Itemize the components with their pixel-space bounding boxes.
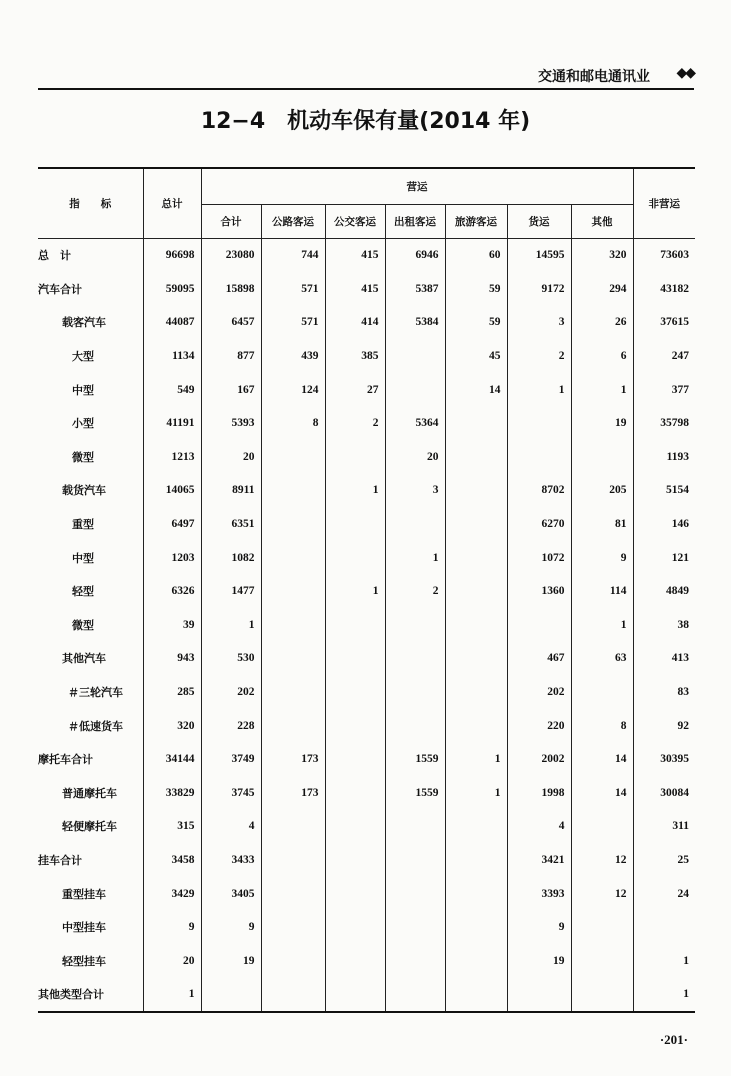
cell-value: 1998 [507, 776, 571, 810]
table-row [38, 238, 695, 272]
cell-value: 30084 [660, 786, 690, 799]
cell-value [325, 843, 385, 877]
cell-value: 73603 [660, 249, 690, 262]
cell-value: 59095 [143, 272, 201, 306]
table-row [38, 642, 695, 676]
cell-value: 228 [201, 709, 261, 743]
table-row [38, 910, 695, 944]
cell-value [325, 877, 385, 911]
cell-value: 5154 [666, 484, 690, 497]
cell-value [261, 810, 325, 844]
cell-value: 202 [507, 675, 571, 709]
cell-value: 2002 [507, 742, 571, 776]
cell-value: 9 [201, 910, 261, 944]
table-row [38, 339, 695, 373]
cell-value: 415 [325, 272, 385, 306]
cell-value: 14595 [507, 238, 571, 272]
cell-value: 3405 [201, 877, 261, 911]
cell-value: 8 [261, 406, 325, 440]
cell-value [261, 642, 325, 676]
cell-value: 167 [201, 373, 261, 407]
cell-value: 385 [325, 339, 385, 373]
cell-value [445, 944, 507, 978]
table-row [38, 373, 695, 407]
cell-value: 146 [671, 518, 690, 531]
cell-value [261, 910, 325, 944]
cell-value [261, 440, 325, 474]
table-row [38, 406, 695, 440]
cell-value: 1 [507, 373, 571, 407]
cell-value: 14 [571, 776, 633, 810]
table-row [38, 978, 695, 1013]
cell-value [445, 810, 507, 844]
cell-value: 92 [677, 719, 690, 732]
cell-value: 173 [261, 776, 325, 810]
row-label: 载客汽车 [38, 306, 143, 340]
cell-value: 6 [571, 339, 633, 373]
cell-value: 1 [143, 978, 201, 1013]
cell-value: 19 [507, 944, 571, 978]
row-label: 总 计 [38, 238, 143, 272]
cell-value: 41191 [143, 406, 201, 440]
cell-value: 26 [571, 306, 633, 340]
table-row [38, 810, 695, 844]
cell-value [571, 910, 633, 944]
cell-value [385, 944, 445, 978]
running-head-text: 交通和邮电通讯业 [538, 69, 650, 85]
cell-value: 39 [143, 608, 201, 642]
cell-value: 3749 [201, 742, 261, 776]
cell-value: 43182 [660, 282, 690, 295]
row-label: 重型 [38, 507, 143, 541]
row-label: 轻型 [38, 574, 143, 608]
cell-value: 6270 [507, 507, 571, 541]
cell-value [325, 541, 385, 575]
cell-value [261, 978, 325, 1013]
cell-value: 4 [201, 810, 261, 844]
row-label: 轻便摩托车 [38, 810, 143, 844]
cell-value: 205 [571, 474, 633, 508]
cell-value: 9 [143, 910, 201, 944]
running-head [38, 66, 694, 90]
cell-value: 311 [672, 820, 690, 833]
cell-value: 2 [385, 574, 445, 608]
cell-value [325, 440, 385, 474]
cell-value: 9 [571, 541, 633, 575]
cell-value: 25 [677, 853, 690, 866]
cell-value [325, 810, 385, 844]
cell-value [445, 709, 507, 743]
cell-value: 1 [571, 608, 633, 642]
cell-value: 33829 [143, 776, 201, 810]
cell-value [445, 507, 507, 541]
vehicle-ownership-table [38, 167, 695, 1013]
cell-value [385, 910, 445, 944]
header-tourism: 旅游客运 [445, 204, 507, 238]
cell-value [261, 843, 325, 877]
cell-value [261, 608, 325, 642]
cell-value: 59 [445, 272, 507, 306]
cell-value [385, 877, 445, 911]
cell-value: 1134 [143, 339, 201, 373]
cell-value: 2 [325, 406, 385, 440]
row-label: 挂车合计 [38, 843, 143, 877]
cell-value: 1203 [143, 541, 201, 575]
cell-value: 6326 [143, 574, 201, 608]
cell-value: 3429 [143, 877, 201, 911]
table-row [38, 306, 695, 340]
cell-value [261, 507, 325, 541]
cell-value: 1 [201, 608, 261, 642]
row-label: 其他类型合计 [38, 978, 143, 1013]
cell-value: 5364 [385, 406, 445, 440]
cell-value [261, 574, 325, 608]
cell-value: 19 [571, 406, 633, 440]
cell-value [507, 608, 571, 642]
cell-value: 285 [143, 675, 201, 709]
cell-value: 549 [143, 373, 201, 407]
cell-value: 4849 [666, 585, 690, 598]
cell-value: 6351 [201, 507, 261, 541]
cell-value: 571 [261, 272, 325, 306]
row-label: ＃低速货车 [38, 709, 143, 743]
cell-value: 943 [143, 642, 201, 676]
cell-value: 5393 [201, 406, 261, 440]
cell-value: 20 [143, 944, 201, 978]
cell-value: 9 [507, 910, 571, 944]
cell-value: 6946 [385, 238, 445, 272]
cell-value: 320 [143, 709, 201, 743]
cell-value [507, 406, 571, 440]
cell-value: 45 [445, 339, 507, 373]
cell-value: 38 [677, 618, 690, 631]
header-public-transit: 公交客运 [325, 204, 385, 238]
cell-value [325, 944, 385, 978]
header-highway-passenger: 公路客运 [261, 204, 325, 238]
header-other: 其他 [571, 204, 633, 238]
row-label: 汽车合计 [38, 272, 143, 306]
cell-value: 3433 [201, 843, 261, 877]
cell-value [261, 709, 325, 743]
cell-value: 8 [571, 709, 633, 743]
cell-value: 173 [261, 742, 325, 776]
cell-value: 1 [325, 574, 385, 608]
diamond-icon: ◆◆ [676, 65, 694, 81]
cell-value [325, 709, 385, 743]
cell-value: 220 [507, 709, 571, 743]
cell-value: 247 [671, 350, 690, 363]
cell-value: 1559 [385, 776, 445, 810]
cell-value [261, 877, 325, 911]
cell-value: 59 [445, 306, 507, 340]
cell-value: 1360 [507, 574, 571, 608]
cell-value: 3458 [143, 843, 201, 877]
row-label: 摩托车合计 [38, 742, 143, 776]
cell-value [261, 541, 325, 575]
cell-value: 14065 [143, 474, 201, 508]
cell-value [325, 978, 385, 1013]
cell-value [507, 440, 571, 474]
table-row [38, 541, 695, 575]
cell-value: 1477 [201, 574, 261, 608]
cell-value: 20 [385, 440, 445, 474]
table-row [38, 474, 695, 508]
row-label: 微型 [38, 440, 143, 474]
cell-value: 1 [445, 742, 507, 776]
cell-value [633, 910, 695, 944]
cell-value [445, 978, 507, 1013]
table-row [38, 507, 695, 541]
cell-value [261, 474, 325, 508]
cell-value [445, 843, 507, 877]
cell-value: 63 [571, 642, 633, 676]
cell-value [571, 978, 633, 1013]
table-row [38, 843, 695, 877]
cell-value: 315 [143, 810, 201, 844]
cell-value [325, 642, 385, 676]
cell-value: 571 [261, 306, 325, 340]
cell-value: 24 [677, 887, 690, 900]
cell-value: 9172 [507, 272, 571, 306]
cell-value [385, 675, 445, 709]
cell-value: 202 [201, 675, 261, 709]
cell-value: 14 [445, 373, 507, 407]
cell-value: 415 [325, 238, 385, 272]
cell-value: 14 [571, 742, 633, 776]
cell-value [385, 843, 445, 877]
cell-value [445, 910, 507, 944]
page-title: 12−4 机动车保有量(2014 年) [200, 109, 531, 134]
cell-value [325, 608, 385, 642]
cell-value: 19 [201, 944, 261, 978]
row-label: 中型 [38, 373, 143, 407]
cell-value [261, 675, 325, 709]
cell-value [385, 978, 445, 1013]
cell-value: 5387 [385, 272, 445, 306]
cell-value: 114 [571, 574, 633, 608]
cell-value [507, 978, 571, 1013]
cell-value: 35798 [660, 417, 690, 430]
cell-value: 12 [571, 843, 633, 877]
cell-value: 83 [677, 686, 690, 699]
cell-value [385, 810, 445, 844]
cell-value: 20 [201, 440, 261, 474]
cell-value [325, 910, 385, 944]
cell-value [325, 675, 385, 709]
header-operating-subtotal: 合计 [201, 204, 261, 238]
cell-value [445, 474, 507, 508]
table-row [38, 440, 695, 474]
cell-value [325, 776, 385, 810]
table-row [38, 776, 695, 810]
cell-value [385, 608, 445, 642]
cell-value: 877 [201, 339, 261, 373]
cell-value [385, 709, 445, 743]
cell-value [571, 440, 633, 474]
cell-value: 1 [385, 541, 445, 575]
cell-value: 6497 [143, 507, 201, 541]
cell-value: 6457 [201, 306, 261, 340]
cell-value [385, 642, 445, 676]
cell-value [385, 373, 445, 407]
cell-value [571, 810, 633, 844]
cell-value: 8911 [201, 474, 261, 508]
header-freight: 货运 [507, 204, 571, 238]
cell-value: 1 [325, 474, 385, 508]
row-label: 普通摩托车 [38, 776, 143, 810]
row-label: 轻型挂车 [38, 944, 143, 978]
cell-value: 34144 [143, 742, 201, 776]
cell-value: 413 [671, 652, 690, 665]
cell-value: 1 [445, 776, 507, 810]
table-row [38, 272, 695, 306]
cell-value: 320 [571, 238, 633, 272]
cell-value [445, 406, 507, 440]
cell-value: 3 [385, 474, 445, 508]
cell-value [385, 507, 445, 541]
cell-value [445, 642, 507, 676]
cell-value: 530 [201, 642, 261, 676]
cell-value: 60 [445, 238, 507, 272]
table-row [38, 574, 695, 608]
cell-value: 1193 [666, 450, 690, 463]
cell-value: 5384 [385, 306, 445, 340]
row-label: 中型挂车 [38, 910, 143, 944]
cell-value: 439 [261, 339, 325, 373]
cell-value: 1 [571, 373, 633, 407]
cell-value: 3 [507, 306, 571, 340]
cell-value: 414 [325, 306, 385, 340]
cell-value: 3393 [507, 877, 571, 911]
row-label: ＃三轮汽车 [38, 675, 143, 709]
header-indicator: 指 标 [38, 168, 143, 238]
cell-value [325, 742, 385, 776]
cell-value [571, 944, 633, 978]
cell-value: 2 [507, 339, 571, 373]
row-label: 载货汽车 [38, 474, 143, 508]
cell-value: 3421 [507, 843, 571, 877]
cell-value: 1 [683, 954, 690, 967]
cell-value: 81 [571, 507, 633, 541]
cell-value: 121 [671, 551, 690, 564]
cell-value: 1 [633, 978, 695, 1013]
header-total: 总计 [143, 168, 201, 238]
table-body [38, 238, 695, 1012]
row-label: 微型 [38, 608, 143, 642]
cell-value [445, 877, 507, 911]
cell-value: 15898 [201, 272, 261, 306]
cell-value: 4 [507, 810, 571, 844]
table-row [38, 877, 695, 911]
cell-value [385, 339, 445, 373]
table-row [38, 742, 695, 776]
cell-value: 467 [507, 642, 571, 676]
cell-value: 294 [571, 272, 633, 306]
cell-value [445, 574, 507, 608]
cell-value [445, 608, 507, 642]
header-non-operating: 非营运 [633, 168, 695, 238]
cell-value [261, 944, 325, 978]
cell-value: 27 [325, 373, 385, 407]
cell-value: 1559 [385, 742, 445, 776]
cell-value: 1213 [143, 440, 201, 474]
cell-value [201, 978, 261, 1013]
row-label: 中型 [38, 541, 143, 575]
cell-value: 37615 [660, 316, 690, 329]
cell-value: 8702 [507, 474, 571, 508]
table-row [38, 675, 695, 709]
page-number: ·201· [659, 1032, 688, 1047]
cell-value: 23080 [201, 238, 261, 272]
cell-value [445, 675, 507, 709]
table-row [38, 709, 695, 743]
cell-value [445, 541, 507, 575]
cell-value [571, 675, 633, 709]
cell-value: 44087 [143, 306, 201, 340]
cell-value [325, 507, 385, 541]
table-row [38, 944, 695, 978]
cell-value: 1082 [201, 541, 261, 575]
header-taxi: 出租客运 [385, 204, 445, 238]
row-label: 重型挂车 [38, 877, 143, 911]
row-label: 大型 [38, 339, 143, 373]
cell-value: 744 [261, 238, 325, 272]
cell-value: 1072 [507, 541, 571, 575]
table-row [38, 608, 695, 642]
row-label: 其他汽车 [38, 642, 143, 676]
header-operating: 营运 [201, 168, 633, 204]
cell-value: 12 [571, 877, 633, 911]
cell-value: 96698 [143, 238, 201, 272]
cell-value: 124 [261, 373, 325, 407]
cell-value: 30395 [660, 753, 690, 766]
cell-value: 377 [671, 383, 690, 396]
cell-value [445, 440, 507, 474]
cell-value: 3745 [201, 776, 261, 810]
row-label: 小型 [38, 406, 143, 440]
